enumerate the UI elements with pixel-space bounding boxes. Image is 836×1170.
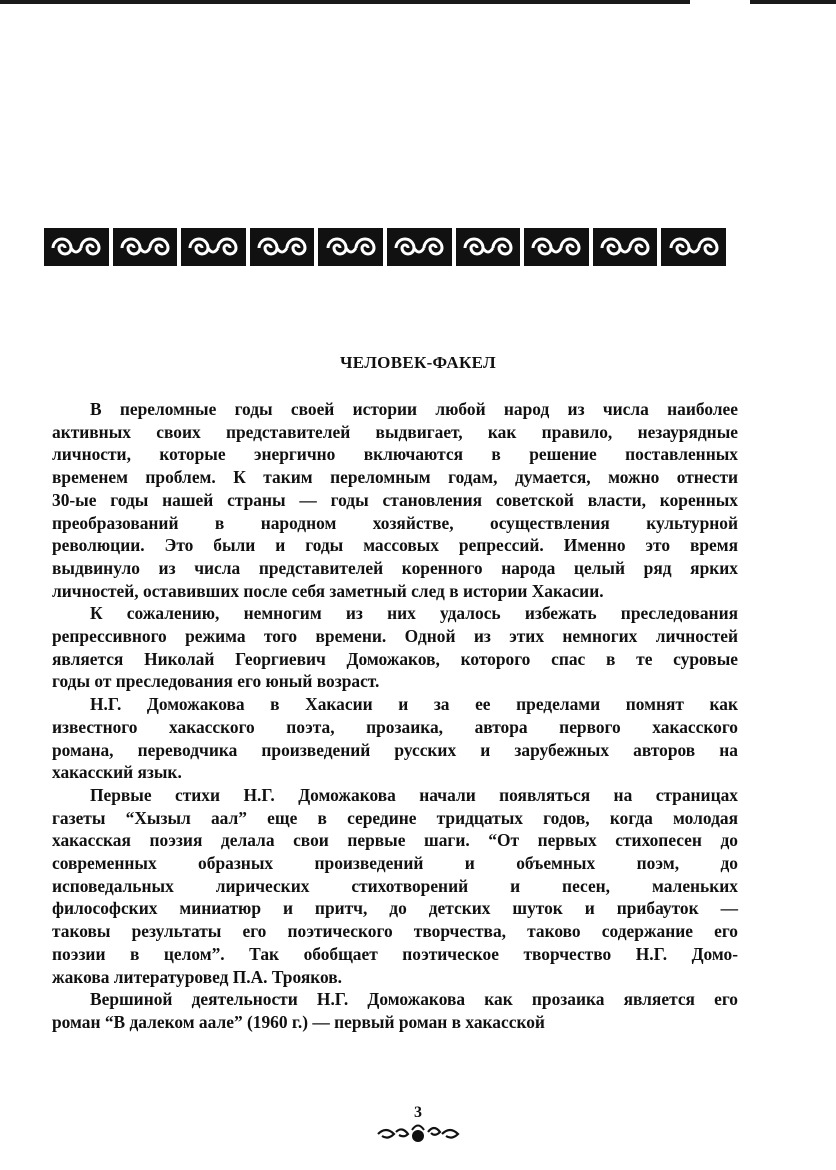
text-line: К сожалению, немногим из них удалось избежать преследования [90,603,738,624]
text-line: Вершиной деятельности Н.Г. Доможакова как прозаика является его [90,989,738,1010]
paragraph [52,602,738,693]
paragraph [52,693,738,784]
spiral-ornament-icon [47,232,105,262]
top-rule-gap [690,0,750,4]
spiral-ornament-icon [527,232,585,262]
ornament-tile [387,228,452,266]
text-line: В переломные годы своей истории любой народ из числа наиболее [90,399,738,419]
spiral-ornament-icon [253,232,311,262]
spiral-ornament-icon [459,232,517,262]
ornament-tile [181,228,246,266]
spiral-ornament-icon [116,232,174,262]
text-line: роман “В далеком аале” (1960 г.) — первый роман в хакасской [52,1011,545,1032]
text-line: Первые стихи Н.Г. Доможакова начали появляться на страницах [90,784,738,805]
text-line: революции. Это были и годы массовых репрессий. Именно это время [52,535,738,556]
ornament-tile [250,228,315,266]
text-line: временем проблем. К таким переломным годам, думается, можно отнести [52,467,738,488]
floral-ornament-icon [368,1120,468,1146]
text-line: известного хакасского поэта, прозаика, автора первого хакасского [52,716,738,737]
ornament-tile [661,228,726,266]
text-line: репрессивного режима того времени. Одной из этих немногих личностей [52,626,738,647]
text-line: преобразований в народном хозяйстве, осуществления культурной [52,512,738,533]
text-line: Н.Г. Доможакова в Хакасии и за ее пределами помнят как [90,694,738,715]
page-footer [0,1106,836,1151]
paragraph [52,784,738,988]
text-line: хакасская поэзия делала свои первые шаги. “От первых стихопесен до [52,830,738,851]
ornament-band [44,228,726,266]
page-number: 3 [414,1104,422,1121]
text-line: исповедальных лирических стихотворений и песен, маленьких [52,875,738,896]
text-line: философских миниатюр и притч, до детских шуток и прибауток — [52,898,738,919]
chapter-title: ЧЕЛОВЕК-ФАКЕЛ [340,353,496,372]
ornament-tile [456,228,521,266]
paragraph [52,398,738,602]
text-line: хакасский язык. [52,762,182,783]
text-line: 30-ые годы нашей страны — годы становления советской власти, коренных [52,489,738,510]
ornament-tile [524,228,589,266]
paragraph [52,988,738,1033]
text-line: таковы результаты его поэтического творчества, таково содержание его [52,921,738,942]
text-line: поэзии в целом”. Так обобщает поэтическое творчество Н.Г. Домо- [52,943,738,964]
spiral-ornament-icon [184,232,242,262]
text-line: выдвинуло из числа представителей коренного народа целый ряд ярких [52,557,738,578]
ornament-tile [318,228,383,266]
body-text [52,398,738,1034]
text-line: романа, переводчика произведений русских и зарубежных авторов на [52,739,738,760]
spiral-ornament-icon [390,232,448,262]
text-line: активных своих представителей выдвигает, как правило, незаурядные [52,421,738,442]
text-line: является Николай Георгиевич Доможаков, которого спас в те суровые [52,648,738,669]
spiral-ornament-icon [665,232,723,262]
text-line: жакова литературовед П.А. Трояков. [52,966,343,987]
text-line: газеты “Хызыл аал” еще в середине тридцатых годов, когда молодая [52,807,738,828]
text-line: личности, которые энергично включаются в решение поставленных [52,444,738,465]
ornament-tile [113,228,178,266]
ornament-tile [593,228,658,266]
spiral-ornament-icon [596,232,654,262]
spiral-ornament-icon [322,232,380,262]
text-line: личностей, оставивших после себя заметный след в истории Хакасии. [52,580,604,601]
ornament-tile [44,228,109,266]
text-line: современных образных произведений и объемных поэм, до [52,853,738,874]
text-line: годы от преследования его юный возраст. [52,671,380,692]
